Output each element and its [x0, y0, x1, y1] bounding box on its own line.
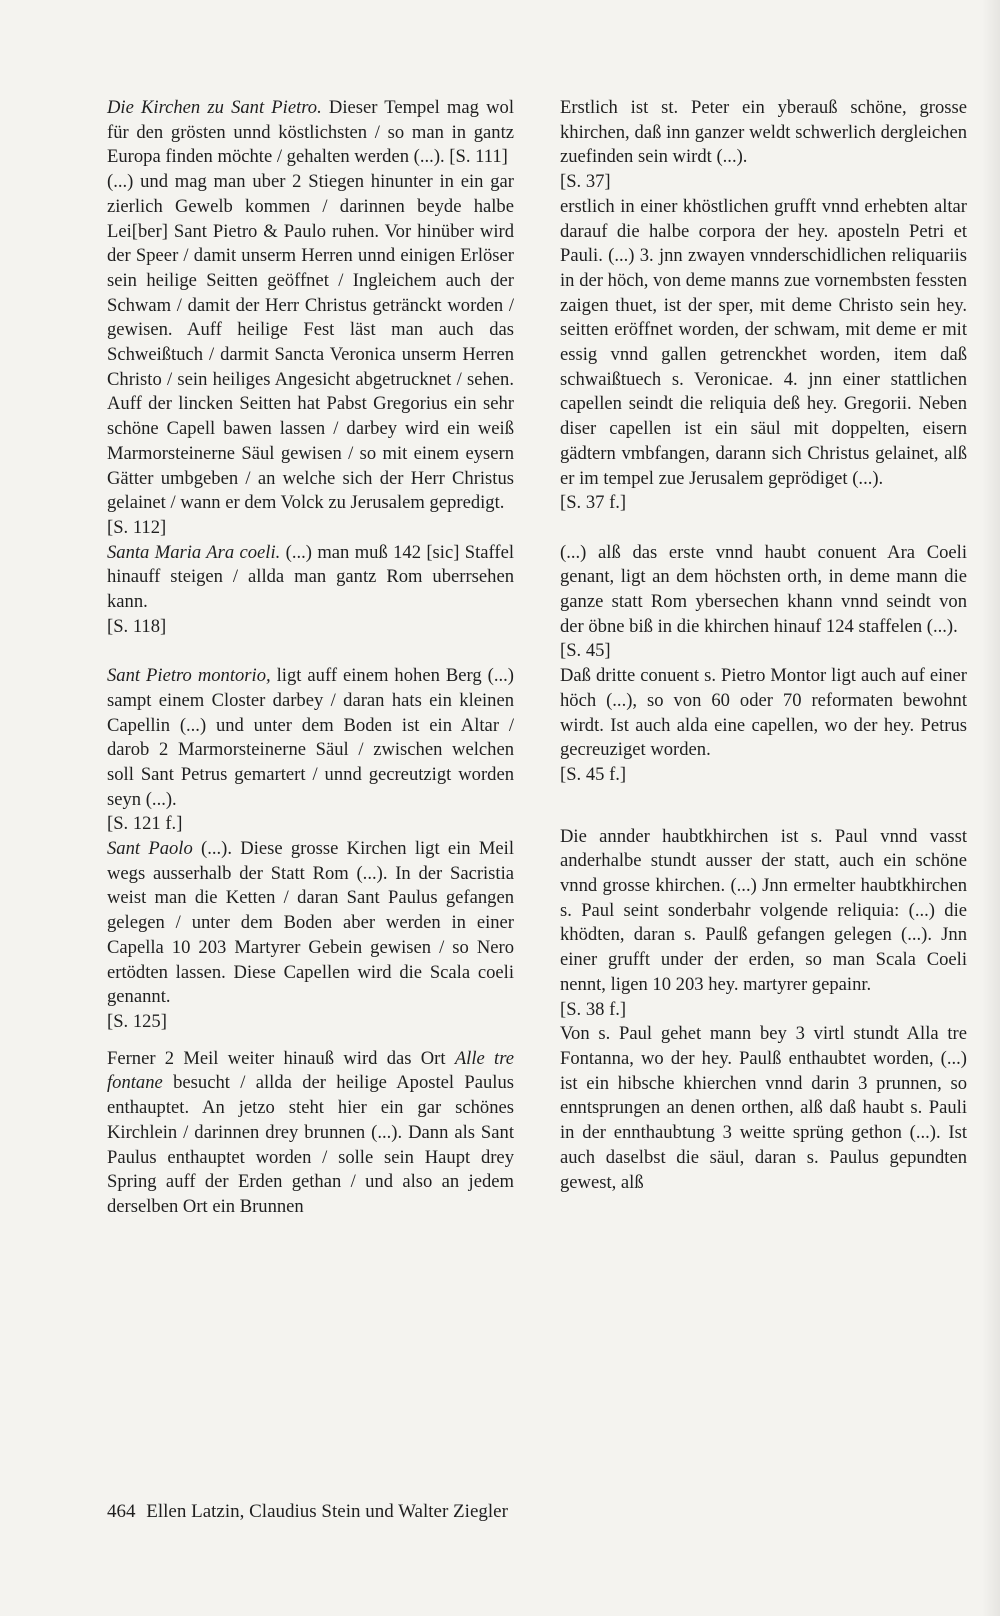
- left-paragraph-4: Sant Pietro montorio, ligt auff einem hohen Berg (...) sampt einem Closter darbey / daran hats ein kleinen Capellin (...) und unter dem Boden ist ein Altar / darob 2 Marmorsteinerne Säul / zwischen welchen soll Sant Petrus gemartert / unnd gecreutzigt worden seyn (...).: [107, 665, 514, 810]
- right-page-reference-5: [S. 38 f.]: [560, 998, 627, 1020]
- left-paragraph-5: Sant Paolo (...). Diese grosse Kirchen ligt ein Meil wegs ausserhalb der Statt Rom (...). In der Sacristia weist man die Ketten / daran Sant Paulus gefangen gelegen / unter dem Boden aber werden in einer Capella 10 203 Martyrer Gebein gewisen / so Nero ertödten lassen. Diese Capellen wird die Scala coeli genannt.: [107, 838, 514, 1008]
- left-column: [107, 96, 514, 1220]
- section-title-sant-pietro: Die Kirchen zu Sant Pietro.: [107, 97, 322, 118]
- left-page-reference-4: [S. 125]: [107, 1011, 167, 1032]
- right-paragraph-2: erstlich in einer khöstlichen grufft vnnd erhebten altar darauf die halbe corpora der hey. aposteln Petri et Pauli. (...) 3. jnn zwayen vnnderschidlichen reliquariis in der höch, von deme manns zue vornembsten fessten zaigen thuet, ist der sper, mit deme Christo sein hey. seitten eröffnet worden, der schwam, mit deme er mit essig vnnd gallen getrenckhet worden, item daß schwaißtuech s. Veronicae. 4. jnn einer stattlichen capellen seindt die reliquia deß hey. Gregorii. Neben diser capellen ist ein säul mit doppelten, eisern gädtern vmbfangen, darann sich Christus gelainet, alß er im tempel zue Jerusalem geprödiget (...).: [560, 195, 967, 489]
- left-page-reference-1: [S. 112]: [107, 516, 167, 538]
- section-title-ara-coeli: Santa Maria Ara coeli.: [107, 541, 281, 563]
- section-title-sant-paolo: Sant Paolo: [107, 838, 193, 860]
- section-title-pietro-montorio: Sant Pietro montorio,: [107, 665, 271, 687]
- section-title-tre-fontane: Alle tre fontane: [107, 1047, 514, 1094]
- page-footer: [107, 1500, 508, 1524]
- right-paragraph-3: (...) alß das erste vnnd haubt conuent Ara Coeli genant, ligt an dem höchsten orth, in deme mann die ganze statt Rom ybersechen khann vnnd seindt von der öbne biß in die khirchen hinauf 124 staffelen (...).: [560, 541, 967, 637]
- right-page-reference-4: [S. 45 f.]: [560, 763, 627, 785]
- right-paragraph-1: Erstlich ist st. Peter ein yberauß schöne, grosse khirchen, daß inn ganzer weldt schwerlich dergleichen zuefinden sein wirdt (...).: [560, 97, 967, 168]
- left-paragraph-6: Ferner 2 Meil weiter hinauß wird das Ort Alle tre fontane besucht / allda der heilige Apostel Paulus enthauptet. An jetzo steht hier ein gar schönes Kirchlein / darinnen drey brunnen (...). Dann als Sant Paulus enthauptet worden / solle sein Haupt drey Spring auff der Erden gethan / und also an jedem derselben Ort ein Brunnen: [107, 1047, 514, 1217]
- left-paragraph-3: Santa Maria Ara coeli. (...) man muß 142 [sic] Staffel hinauff steigen / allda man gantz Rom uberrsehen kann.: [107, 541, 514, 613]
- left-paragraph-1: Die Kirchen zu Sant Pietro. Dieser Tempel mag wol für den grösten unnd köstlichsten / so man in gantz Europa finden möchte / gehalten werden (...). [S. 111]: [107, 97, 514, 168]
- page-edge-shadow: [982, 0, 1000, 1616]
- left-page-reference-2: [S. 118]: [107, 615, 167, 637]
- right-paragraph-6: Von s. Paul gehet mann bey 3 virtl stundt Alla tre Fontanna, wo der hey. Paulß enthaubtet worden, (...) ist ein hibsche khierchen vnnd darin 3 prunnen, so enntsprungen an denen orthen, alß daß haubt s. Pauli in der ennthaubtung 3 weitte sprüng gethon (...). Ist auch daselbst die säul, daran s. Paulus gepundten gewest, alß: [560, 1023, 967, 1193]
- right-paragraph-5: Die annder haubtkhirchen ist s. Paul vnnd vasst anderhalbe stundt ausser der statt, auch ein schöne vnnd grosse khirchen. (...) Jnn ermelter haubtkhirchen s. Paul seint sonderbahr volgende reliquia: (...) die khödten, daran s. Paulß gefangen gelegen (...). Jnn einer grufft under der erden, so man Scala Coeli nennt, ligen 10 203 hey. martyrer gepainr.: [560, 825, 967, 995]
- left-page-reference-3: [S. 121 f.]: [107, 813, 183, 835]
- running-footer-authors: Ellen Latzin, Claudius Stein und Walter Ziegler: [146, 1501, 508, 1522]
- right-column: [560, 96, 967, 1195]
- right-page-reference-1: [S. 37]: [560, 171, 611, 193]
- right-page-reference-2: [S. 37 f.]: [560, 492, 627, 514]
- page-number: 464: [107, 1501, 136, 1522]
- left-paragraph-2: (...) und mag man uber 2 Stiegen hinunter in ein gar zierlich Gewelb kommen / darinnen beyde halbe Lei[ber] Sant Pietro & Paulo ruhen. Vor hinüber wird der Speer / damit unserm Herren unnd einigen Erlöser sein heilige Seitten geöffnet / Ingleichem auch der Schwam / damit der Herr Christus getränckt worden / gewisen. Auff heilige Fest läst man auch das Schweißtuch / darmit Sancta Veronica unserm Herren Christo / sein heiliges Angesicht abgetrucknet / sehen. Auff der lincken Seitten hat Pabst Gregorius ein sehr schöne Capell bawen lassen / darbey wird ein weiß Marmorsteinerne Säul gewisen / so mit einem eysern Gätter umbgeben / an welche sich der Herr Christus gelainet / wann er dem Volck zu Jerusalem gepredigt.: [107, 171, 514, 514]
- right-paragraph-4: Daß dritte conuent s. Pietro Montor ligt auch auf einer höch (...), so von 60 oder 70 reformaten bewohnt wirdt. Ist auch alda eine capellen, wo der hey. Petrus gecreuziget worden.: [560, 665, 967, 761]
- right-page-reference-3: [S. 45]: [560, 640, 611, 662]
